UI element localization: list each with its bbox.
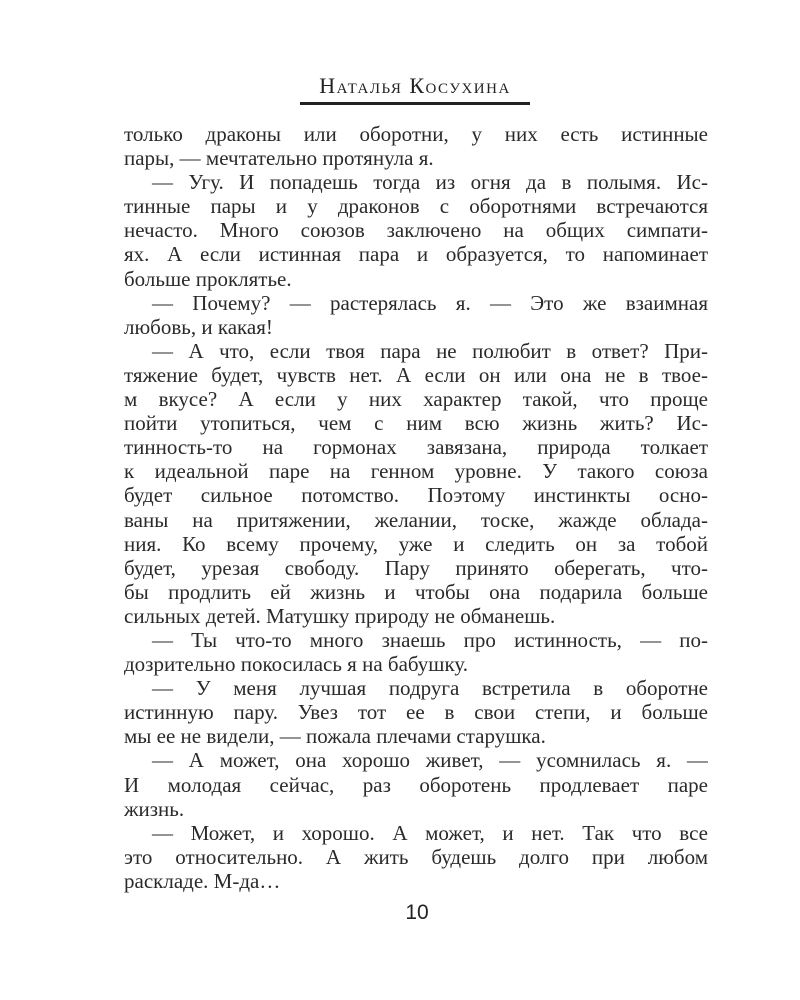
text-line: м вкусе? А если у них характер такой, что проще bbox=[124, 387, 708, 412]
text-line: дозрительно покосилась я на бабушку. bbox=[124, 652, 468, 677]
text-line: — Может, и хорошо. А может, и нет. Так что все bbox=[152, 820, 708, 845]
author-name: Наталья Косухина bbox=[319, 73, 511, 98]
text-line: нечасто. Много союзов заключено на общих симпати- bbox=[124, 218, 708, 243]
text-line: — Угу. И попадешь тогда из огня да в полымя. Ис- bbox=[152, 170, 708, 195]
text-line: тинность-то на гормонах завязана, природа толкает bbox=[124, 435, 708, 460]
text-line: сильных детей. Матушку природу не обманешь. bbox=[124, 603, 556, 628]
text-line: тинные пары и у драконов с оборотнями встречаются bbox=[124, 194, 708, 219]
header-rule bbox=[300, 102, 530, 105]
body-text bbox=[124, 122, 708, 893]
text-line: — Почему? — растерялась я. — Это же взаимная bbox=[152, 290, 708, 315]
text-line: пары, — мечтательно протянула я. bbox=[124, 146, 434, 171]
text-line: — А может, она хорошо живет, — усомнилась я. — bbox=[152, 748, 708, 773]
text-line: раскладе. М-да… bbox=[124, 868, 281, 893]
text-line: будет сильное потомство. Поэтому инстинкты осно- bbox=[124, 483, 708, 508]
text-line: это относительно. А жить будешь долго при любом bbox=[124, 844, 708, 869]
text-line: ваны на притяжении, желании, тоске, жажде облада- bbox=[124, 507, 708, 532]
running-header bbox=[300, 72, 530, 105]
text-line: истинную пару. Увез тот ее в свои степи, и больше bbox=[124, 700, 708, 725]
text-line: — А что, если твоя пара не полюбит в ответ? При- bbox=[152, 338, 708, 363]
page-number: 10 bbox=[405, 901, 429, 924]
text-line: тяжение будет, чувств нет. А если он или она не в твое- bbox=[124, 362, 708, 387]
text-line: — У меня лучшая подруга встретила в оборотне bbox=[152, 676, 708, 701]
text-line: бы продлить ей жизнь и чтобы она подарила больше bbox=[124, 579, 708, 604]
text-line: ния. Ко всему прочему, уже и следить он за тобой bbox=[124, 531, 708, 556]
text-line: жизнь. bbox=[124, 796, 185, 821]
text-line: только драконы или оборотни, у них есть истинные bbox=[124, 122, 708, 146]
text-line: больше проклятье. bbox=[124, 266, 292, 291]
text-line: ях. А если истинная пара и образуется, то напоминает bbox=[124, 242, 708, 267]
text-line: будет, урезая свободу. Пару принято оберегать, что- bbox=[124, 555, 708, 580]
text-line: И молодая сейчас, раз оборотень продлевает паре bbox=[124, 772, 708, 797]
text-line: любовь, и какая! bbox=[124, 314, 273, 339]
text-line: — Ты что-то много знаешь про истинность, — по- bbox=[152, 627, 708, 652]
text-line: к идеальной паре на генном уровне. У такого союза bbox=[124, 459, 708, 484]
text-line: пойти утопиться, чем с ним всю жизнь жить? Ис- bbox=[124, 411, 708, 436]
text-line: мы ее не видели, — пожала плечами старушка. bbox=[124, 724, 546, 749]
